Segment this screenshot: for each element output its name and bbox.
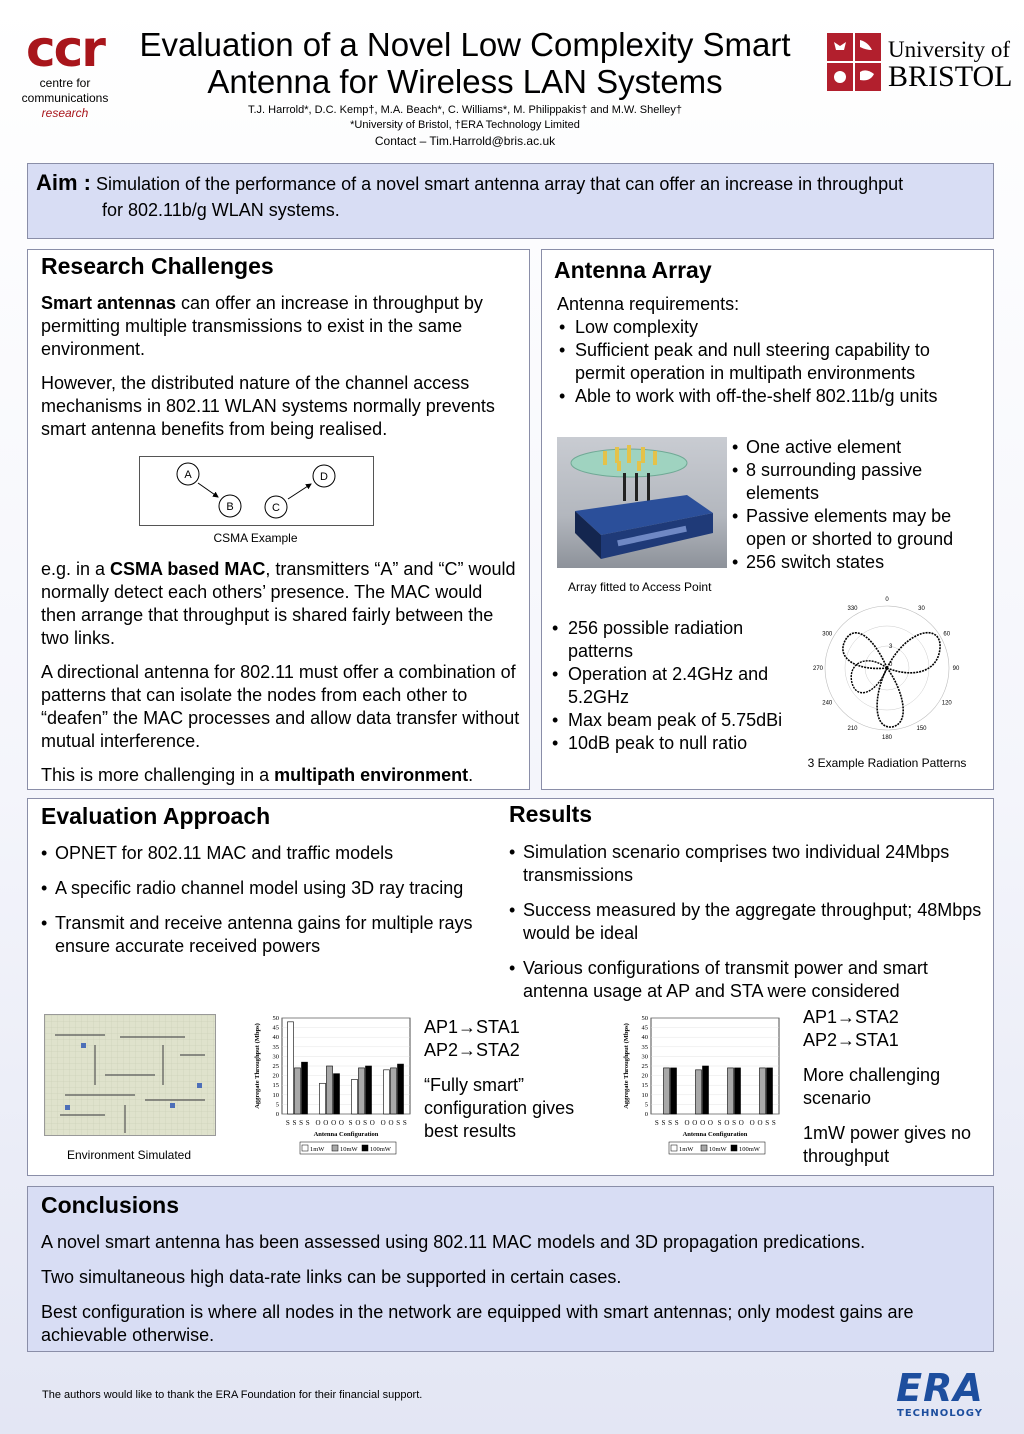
access-point-image <box>557 437 727 568</box>
research-p3 <box>41 558 521 650</box>
ccr-logo-line3: research <box>41 106 89 120</box>
poster-contact: Contact – Tim.Harrold@bris.ac.uk <box>374 134 556 148</box>
chart-legend-label: 1mW <box>310 1146 325 1153</box>
chart-legend-label: 100mW <box>739 1146 760 1153</box>
aim-text1: Simulation of the performance of a novel smart antenna array that can offer an increase in throughput <box>96 174 904 194</box>
era-logo <box>890 1368 990 1419</box>
antenna-heading: Antenna Array <box>554 257 712 283</box>
ccr-logo-mark: ccr <box>26 20 104 78</box>
polar-angle-label: 210 <box>847 725 858 732</box>
polar-angle-label: 0 <box>885 597 889 603</box>
results-note-1-text: “Fully smart” configuration gives best results <box>424 1075 575 1141</box>
results-note-2-text2: 1mW power gives no throughput <box>803 1123 972 1166</box>
access-point-marker <box>197 1083 202 1088</box>
radiation-pattern-2 <box>887 633 940 673</box>
antenna-feature-item: • 8 surrounding passive elements <box>732 459 982 505</box>
chart-xtick-label: S S S S <box>654 1119 680 1127</box>
radiation-pattern-1 <box>843 633 887 669</box>
csma-diagram-svg <box>140 457 373 525</box>
chart-ytick-label: 0 <box>275 1111 279 1118</box>
antenna-req-item: • Low complexity <box>557 316 977 339</box>
research-p5-b: . <box>468 765 474 785</box>
poster-header <box>120 26 810 149</box>
results-note-2-text1: More challenging scenario <box>803 1065 941 1108</box>
antenna-feature-item: • Passive elements may be open or shorted to ground <box>732 505 982 551</box>
chart-bar <box>671 1068 677 1114</box>
poster-authors: T.J. Harrold*, D.C. Kemp†, M.A. Beach*, C. Williams*, M. Philippakis† and M.W. Shelley† <box>247 104 683 116</box>
research-p5 <box>41 764 521 787</box>
research-p5-a: This is more challenging in a <box>41 765 275 785</box>
results-note-1 <box>424 1016 594 1143</box>
chart-bar <box>302 1062 308 1114</box>
conclusions-p3: Best configuration is where all nodes in the network are equipped with smart antennas; only modest gains are achievable otherwise. <box>41 1302 914 1345</box>
bristol-crest-icon <box>826 32 882 92</box>
ccr-logo-line2: communications <box>21 91 109 105</box>
csma-link-cd <box>288 484 311 499</box>
polar-angle-label: 90 <box>952 666 960 672</box>
evaluation-heading: Evaluation Approach <box>41 803 271 829</box>
chart-ytick-label: 30 <box>641 1053 648 1061</box>
chart-ytick-label: 40 <box>272 1034 279 1042</box>
poster-title-line1: Evaluation of a Novel Low Complexity Smart <box>139 26 791 63</box>
polar-angle-label: 240 <box>822 700 833 707</box>
polar-angle-label: 270 <box>812 666 824 672</box>
research-p3-a: e.g. in a <box>41 559 111 579</box>
chart-bar <box>288 1022 294 1114</box>
chart-bar <box>295 1068 301 1114</box>
chart-ytick-label: 30 <box>272 1053 279 1061</box>
conclusions-p1: A novel smart antenna has been assessed using 802.11 MAC models and 3D propagation predications. <box>41 1232 866 1252</box>
chart-legend-swatch <box>332 1145 338 1151</box>
chart-xlabel: Antenna Configuration <box>682 1131 748 1138</box>
polar-angle-label: 180 <box>881 735 893 741</box>
antenna-req-list <box>557 316 977 408</box>
bristol-logo <box>826 32 1020 96</box>
chart-ytick-label: 5 <box>644 1101 648 1109</box>
chart-xtick-label: O O S S <box>380 1119 408 1127</box>
chart-bar <box>760 1068 766 1114</box>
chart-ytick-label: 50 <box>641 1015 648 1022</box>
chart-ytick-label: 25 <box>272 1063 279 1070</box>
chart-bar <box>352 1079 358 1114</box>
chart-legend-label: 10mW <box>340 1146 358 1153</box>
antenna-spec-item: • 256 possible radiation patterns <box>550 617 790 663</box>
array-photo-caption: Array fitted to Access Point <box>568 580 712 594</box>
chart-xtick-label: O O O O <box>684 1119 714 1127</box>
chart-ytick-label: 20 <box>641 1072 648 1080</box>
results-item: • Various configurations of transmit power and smart antenna usage at AP and STA were considered <box>509 957 984 1003</box>
chart-ytick-label: 35 <box>641 1043 648 1051</box>
chart-bar <box>703 1066 709 1114</box>
antenna-spec-item: • Max beam peak of 5.75dBi <box>550 709 790 732</box>
aim-text2: for 802.11b/g WLAN systems. <box>102 200 340 220</box>
results-item: • Success measured by the aggregate throughput; 48Mbps would be ideal <box>509 899 984 945</box>
chart-ytick-label: 10 <box>641 1091 648 1099</box>
chart-bar <box>664 1068 670 1114</box>
results-note-2-line2: AP2→STA1 <box>803 1030 899 1050</box>
csma-label-a: A <box>184 469 192 481</box>
chart-ytick-label: 50 <box>272 1015 279 1022</box>
csma-link-ab <box>198 483 218 497</box>
chart-bar <box>728 1068 734 1114</box>
chart-bar <box>384 1070 390 1114</box>
results-list <box>509 841 984 1003</box>
antenna-req-item: • Sufficient peak and null steering capability to permit operation in multipath environments <box>557 339 977 385</box>
bristol-line1: University of <box>888 37 1011 62</box>
era-logo-sub: TECHNOLOGY <box>897 1408 983 1419</box>
antenna-requirements <box>557 293 977 408</box>
throughput-chart-1 <box>250 1010 420 1162</box>
research-p1 <box>41 292 521 361</box>
era-logo-mark: ERA <box>896 1366 984 1410</box>
antenna-spec-item: • Operation at 2.4GHz and 5.2GHz <box>550 663 790 709</box>
chart-ytick-label: 40 <box>641 1034 648 1042</box>
conclusions-p2: Two simultaneous high data-rate links can be supported in certain cases. <box>41 1267 622 1287</box>
results-note-1-line1: AP1→STA1 <box>424 1017 520 1037</box>
csma-caption: CSMA Example <box>213 531 298 545</box>
array-photo <box>557 437 727 568</box>
polar-plot <box>812 593 962 743</box>
evaluation-item: • A specific radio channel model using 3D ray tracing <box>41 877 503 900</box>
research-p1-bold: Smart antennas <box>41 293 177 313</box>
chart-xlabel: Antenna Configuration <box>313 1131 379 1138</box>
chart-ytick-label: 45 <box>641 1024 648 1032</box>
chart-bar <box>767 1068 773 1114</box>
chart-ytick-label: 45 <box>272 1024 279 1032</box>
antenna-feature-item: • One active element <box>732 436 982 459</box>
antenna-spec-item: • 10dB peak to null ratio <box>550 732 790 755</box>
conclusions-body <box>41 1231 961 1347</box>
evaluation-item: • OPNET for 802.11 MAC and traffic models <box>41 842 503 865</box>
chart-ylabel: Aggregate Throughput (Mbps) <box>254 1023 261 1109</box>
research-body-bottom <box>41 558 521 787</box>
chart-ylabel: Aggregate Throughput (Mbps) <box>623 1023 630 1109</box>
chart-ytick-label: 35 <box>272 1043 279 1051</box>
evaluation-list <box>41 842 503 958</box>
chart-bar <box>327 1066 333 1114</box>
research-p3-b: , transmitters “A” and “C” would normally detect each others’ presence. The MAC would then arrange that throughput is shared fairly between the two links. <box>41 559 516 648</box>
polar-ring-label: 3 <box>889 644 893 650</box>
acknowledgement: The authors would like to thank the ERA Foundation for their financial support. <box>42 1389 423 1401</box>
research-body-top <box>41 292 521 441</box>
chart-bar <box>391 1068 397 1114</box>
bristol-line2: BRISTOL <box>888 60 1013 93</box>
chart-ytick-label: 10 <box>272 1091 279 1099</box>
research-p1-rest: can offer an increase in throughput by permitting multiple transmissions to exist in the same environment. <box>41 293 483 359</box>
chart-ytick-label: 5 <box>275 1101 279 1109</box>
chart-legend-swatch <box>302 1145 308 1151</box>
chart-bar <box>366 1066 372 1114</box>
csma-label-d: D <box>320 471 328 483</box>
chart-legend-label: 100mW <box>370 1146 391 1153</box>
csma-label-c: C <box>272 502 280 514</box>
chart-ytick-label: 0 <box>644 1111 648 1118</box>
research-p2: However, the distributed nature of the channel access mechanisms in 802.11 WLAN systems normally prevents smart antenna benefits from being realised. <box>41 373 495 439</box>
polar-angle-label: 330 <box>847 606 858 613</box>
research-p4: A directional antenna for 802.11 must offer a combination of patterns that can isolate the nodes from each other to “deafen” the MAC processes and allow data transfer without mutual interference. <box>41 662 520 751</box>
results-heading: Results <box>509 801 593 827</box>
research-heading: Research Challenges <box>41 253 274 279</box>
polar-angle-label: 120 <box>941 700 952 707</box>
station-marker <box>170 1103 175 1108</box>
chart-legend-label: 1mW <box>679 1146 694 1153</box>
chart-legend-swatch <box>731 1145 737 1151</box>
chart-bar <box>320 1083 326 1114</box>
throughput-chart-2-svg <box>619 1010 789 1162</box>
chart-bar <box>696 1070 702 1114</box>
csma-label-b: B <box>226 501 234 513</box>
ccr-logo <box>10 22 120 132</box>
antenna-feature-item: • 256 switch states <box>732 551 982 574</box>
chart-bar <box>359 1068 365 1114</box>
research-p5-bold: multipath environment <box>274 765 469 785</box>
evaluation-item: • Transmit and receive antenna gains for multiple rays ensure accurate received powers <box>41 912 503 958</box>
chart-legend-label: 10mW <box>709 1146 727 1153</box>
conclusions-heading: Conclusions <box>41 1192 180 1218</box>
chart-xtick-label: S O S O <box>348 1119 376 1127</box>
chart-xtick-label: S S S S <box>285 1119 311 1127</box>
chart-xtick-label: S O S O <box>717 1119 745 1127</box>
results-item: • Simulation scenario comprises two individual 24Mbps transmissions <box>509 841 984 887</box>
antenna-req-title: Antenna requirements: <box>557 294 740 314</box>
environment-map-svg <box>45 1015 215 1135</box>
antenna-spec-list <box>550 617 790 755</box>
chart-bar <box>334 1074 340 1114</box>
poster-affiliation: *University of Bristol, †ERA Technology Limited <box>350 119 580 131</box>
results-note-1-line2: AP2→STA2 <box>424 1040 520 1060</box>
chart-legend-swatch <box>701 1145 707 1151</box>
environment-caption: Environment Simulated <box>66 1148 192 1162</box>
polar-ring-label: 0 <box>889 662 893 668</box>
results-note-2-line1: AP1→STA2 <box>803 1007 899 1027</box>
radiation-pattern-3 <box>877 668 903 727</box>
aim-panel <box>27 163 994 239</box>
aim-label: Aim : <box>36 170 91 195</box>
throughput-chart-1-svg <box>250 1010 420 1162</box>
csma-diagram <box>139 456 374 526</box>
chart-ytick-label: 20 <box>272 1072 279 1080</box>
polar-caption: 3 Example Radiation Patterns <box>807 756 967 770</box>
environment-map <box>44 1014 216 1136</box>
chart-ytick-label: 25 <box>641 1063 648 1070</box>
chart-ytick-label: 15 <box>641 1082 648 1090</box>
poster-title-line2: Antenna for Wireless LAN Systems <box>207 63 723 100</box>
polar-angle-label: 60 <box>943 631 951 638</box>
chart-bar <box>398 1064 404 1114</box>
polar-plot-svg <box>812 593 962 743</box>
antenna-feature-list <box>732 436 982 574</box>
access-point-marker <box>81 1043 86 1048</box>
chart-xtick-label: O O O O <box>315 1119 345 1127</box>
chart-xtick-label: O O S S <box>749 1119 777 1127</box>
chart-bar <box>735 1068 741 1114</box>
polar-angle-label: 150 <box>916 725 927 732</box>
antenna-req-item: • Able to work with off-the-shelf 802.11b/g units <box>557 385 977 408</box>
chart-legend-swatch <box>362 1145 368 1151</box>
research-p3-bold: CSMA based MAC <box>110 559 266 579</box>
chart-ytick-label: 15 <box>272 1082 279 1090</box>
polar-angle-label: 30 <box>918 606 925 613</box>
results-note-2 <box>803 1006 983 1168</box>
station-marker <box>65 1105 70 1110</box>
chart-legend-swatch <box>671 1145 677 1151</box>
ccr-logo-line1: centre for <box>39 76 91 90</box>
polar-angle-label: 300 <box>822 631 833 638</box>
throughput-chart-2 <box>619 1010 789 1162</box>
